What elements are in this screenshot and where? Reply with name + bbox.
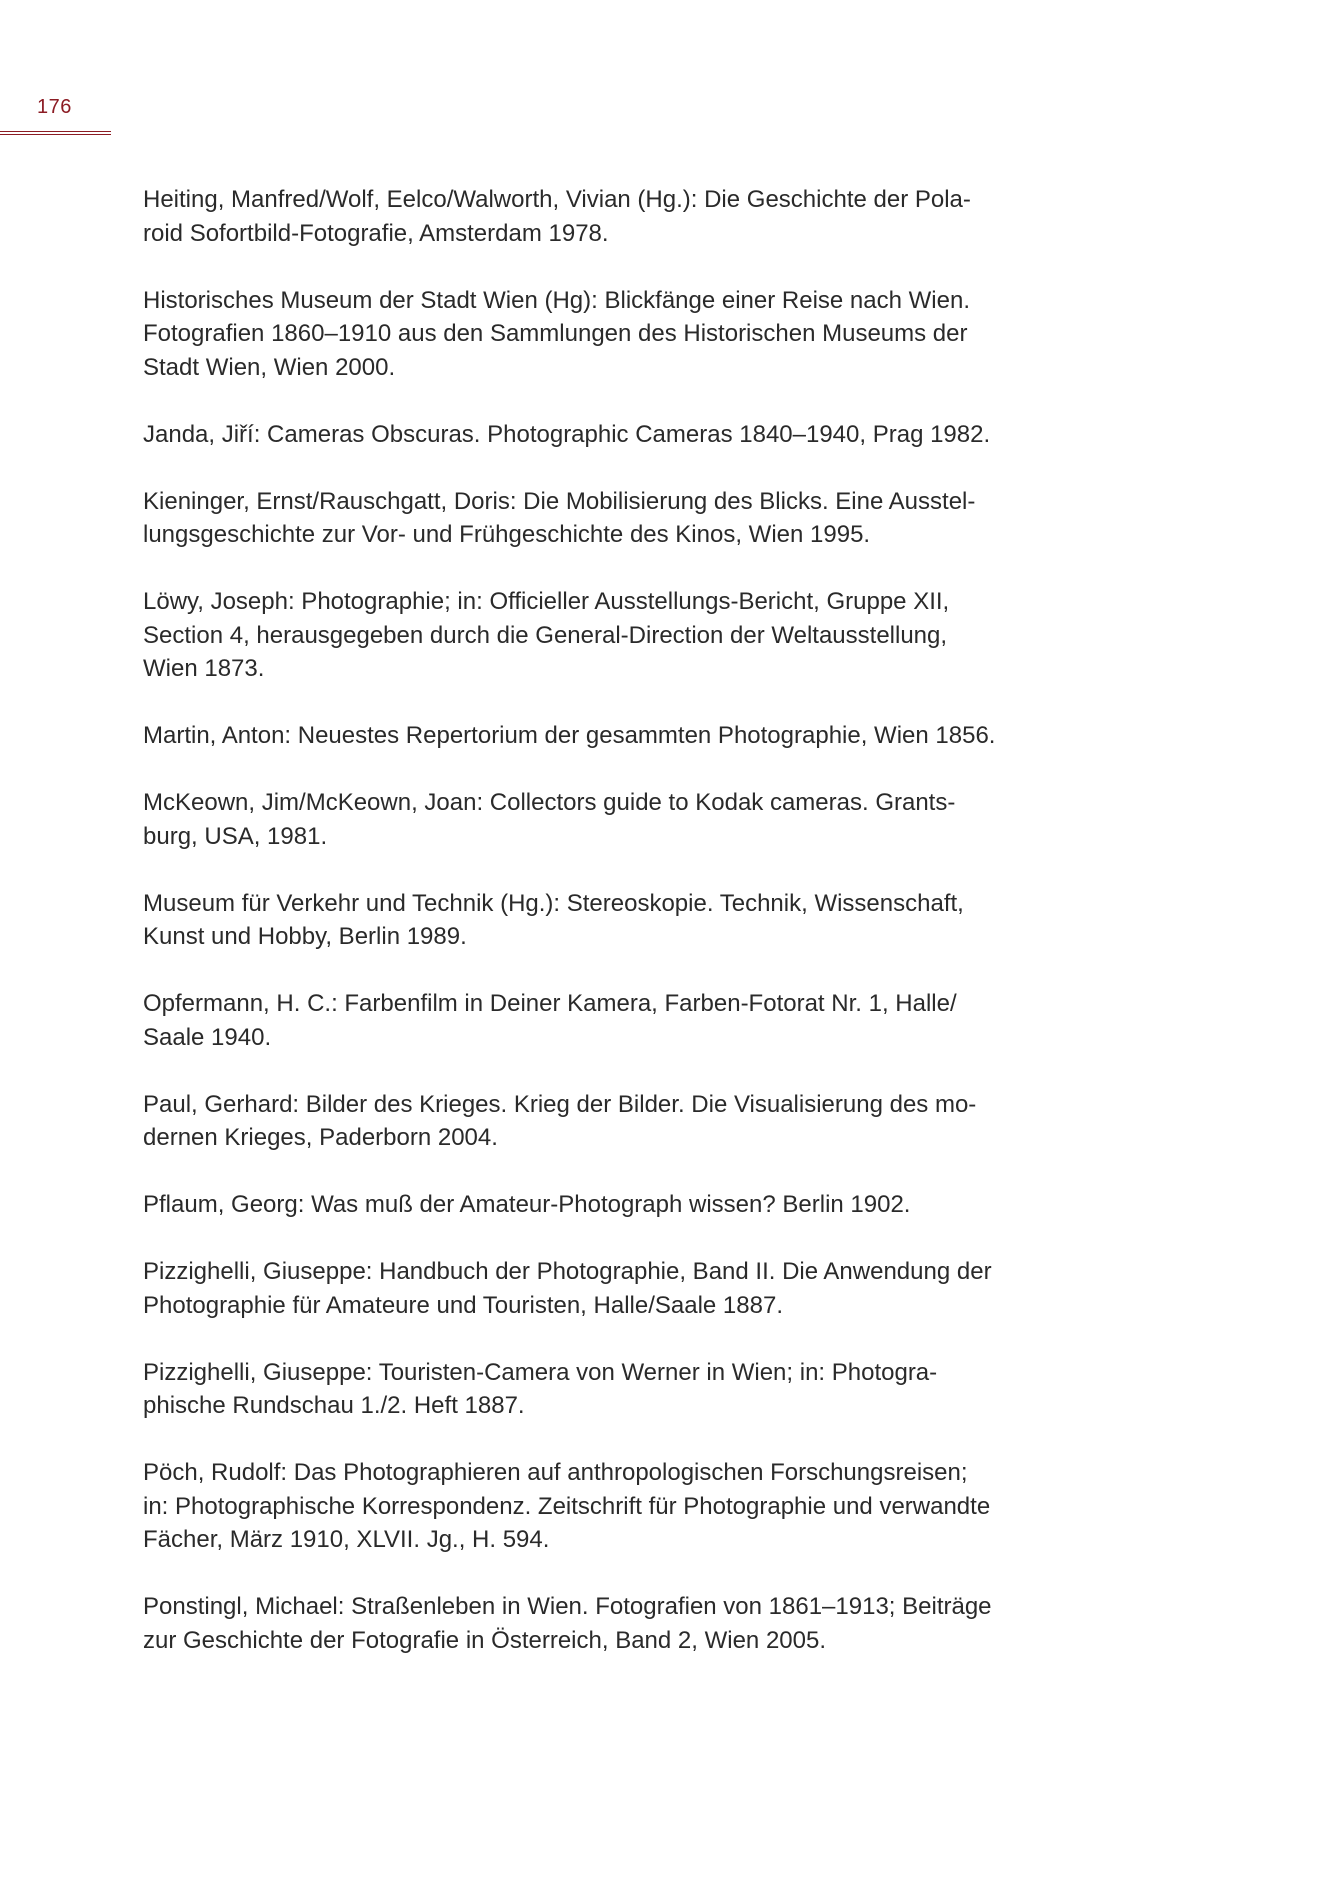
bibliography-entry: Janda, Jiří: Cameras Obscuras. Photographic Cameras 1840–1940, Prag 1982. xyxy=(143,420,991,448)
bibliography-entry: Ponstingl, Michael: Straßenleben in Wien. Fotografien von 1861–1913; Beiträge zur Geschichte der Fotografie in Österreich, Band 2, Wien 2005. xyxy=(143,1593,992,1654)
page-number: 176 xyxy=(37,96,72,118)
header-rule-bottom xyxy=(0,134,111,135)
bibliography-entry: Pflaum, Georg: Was muß der Amateur-Photograph wissen? Berlin 1902. xyxy=(143,1191,911,1218)
bibliography-entry: Heiting, Manfred/Wolf, Eelco/Walworth, Vivian (Hg.): Die Geschichte der Pola- roid Sofortbild-Fotografie, Amsterdam 1978. xyxy=(143,186,971,247)
bibliography-entry: Museum für Verkehr und Technik (Hg.): Stereoskopie. Technik, Wissenschaft, Kunst und Hobby, Berlin 1989. xyxy=(143,889,964,950)
bibliography-entry: Löwy, Joseph: Photographie; in: Officieller Ausstellungs-Bericht, Gruppe XII, Section 4, herausgegeben durch die General-Direction der Weltausstellung, Wien 1873. xyxy=(143,588,950,682)
bibliography-entry: Pizzighelli, Giuseppe: Handbuch der Photographie, Band II. Die Anwendung der Photographie für Amateure und Touristen, Halle/Saale 1887. xyxy=(143,1258,992,1319)
bibliography-entry: Kieninger, Ernst/Rauschgatt, Doris: Die Mobilisierung des Blicks. Eine Ausstel- lungsgeschichte zur Vor- und Frühgeschichte des Kinos, Wien 1995. xyxy=(143,487,976,548)
bibliography-entry: Pöch, Rudolf: Das Photographieren auf anthropologischen Forschungsreisen; in: Photographische Korrespondenz. Zeitschrift für Photographie und verwandte Fächer, März 1910, XLVII. Jg., H. 594. xyxy=(143,1459,991,1553)
bibliography-entry: Martin, Anton: Neuestes Repertorium der gesammten Photographie, Wien 1856. xyxy=(143,722,996,749)
bibliography-list xyxy=(143,183,1043,1691)
header-rule-top xyxy=(0,131,111,132)
bibliography-entry: Pizzighelli, Giuseppe: Touristen-Camera von Werner in Wien; in: Photogra- phische Rundschau 1./2. Heft 1887. xyxy=(143,1358,938,1419)
bibliography-entry: Historisches Museum der Stadt Wien (Hg): Blickfänge einer Reise nach Wien. Fotografien 1860–1910 aus den Sammlungen des Historischen Museums der Stadt Wien, Wien 2000. xyxy=(143,286,970,381)
bibliography-entry: Opfermann, H. C.: Farbenfilm in Deiner Kamera, Farben-Fotorat Nr. 1, Halle/ Saale 1940. xyxy=(143,990,957,1051)
bibliography-entry: McKeown, Jim/McKeown, Joan: Collectors guide to Kodak cameras. Grants- burg, USA, 1981. xyxy=(143,789,956,850)
bibliography-entry: Paul, Gerhard: Bilder des Krieges. Krieg der Bilder. Die Visualisierung des mo- dernen Krieges, Paderborn 2004. xyxy=(143,1090,977,1151)
